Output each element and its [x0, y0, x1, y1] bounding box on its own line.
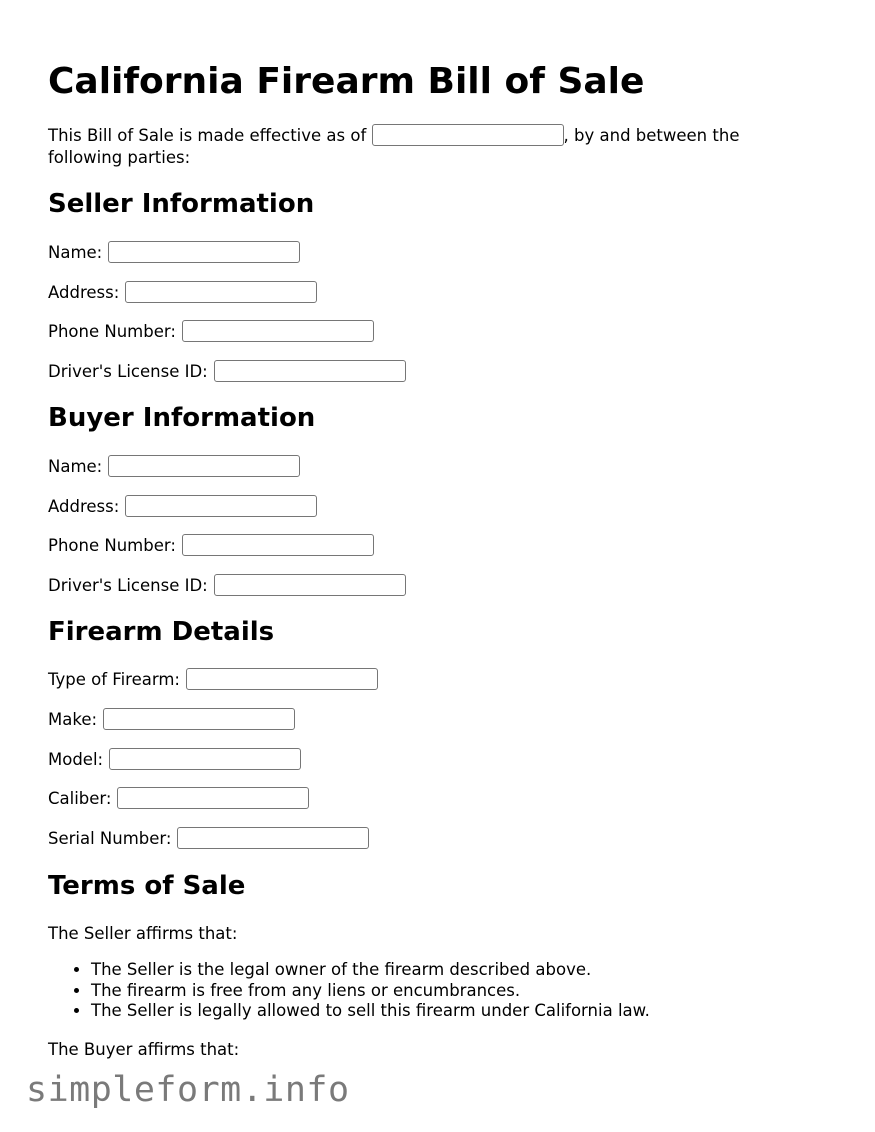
- buyer-name-field[interactable]: [108, 455, 300, 477]
- buyer-name-label: Name:: [48, 457, 103, 476]
- firearm-serial-label: Serial Number:: [48, 829, 172, 848]
- seller-phone-row: [48, 321, 374, 343]
- firearm-model-row: [48, 749, 301, 771]
- seller-address-label: Address:: [48, 283, 120, 302]
- firearm-type-field[interactable]: [186, 668, 378, 690]
- seller-license-label: Driver's License ID:: [48, 362, 208, 381]
- seller-name-row: [48, 242, 300, 264]
- seller-address-row: [48, 282, 317, 304]
- seller-section-heading: Seller Information: [48, 189, 315, 219]
- seller-affirms-text: The Seller affirms that:: [48, 924, 238, 943]
- list-item: • The firearm is free from any liens or encumbrances.: [91, 981, 650, 1002]
- firearm-make-row: [48, 709, 295, 731]
- seller-license-field[interactable]: [214, 360, 406, 382]
- firearm-model-label: Model:: [48, 750, 104, 769]
- buyer-license-row: [48, 575, 406, 597]
- intro-paragraph: [48, 125, 788, 169]
- seller-license-row: [48, 361, 406, 383]
- buyer-license-field[interactable]: [214, 574, 406, 596]
- buyer-phone-label: Phone Number:: [48, 536, 176, 555]
- intro-text-before: This Bill of Sale is made effective as of: [48, 126, 372, 145]
- terms-section-heading: Terms of Sale: [48, 871, 246, 901]
- list-item: • The Seller is legally allowed to sell this firearm under California law.: [91, 1001, 650, 1022]
- firearm-caliber-label: Caliber:: [48, 789, 112, 808]
- buyer-address-label: Address:: [48, 497, 120, 516]
- seller-affirmations-list: [48, 960, 650, 1022]
- firearm-caliber-row: [48, 788, 309, 810]
- firearm-model-field[interactable]: [109, 748, 301, 770]
- buyer-phone-field[interactable]: [182, 534, 374, 556]
- firearm-serial-field[interactable]: [177, 827, 369, 849]
- seller-phone-label: Phone Number:: [48, 322, 176, 341]
- firearm-make-field[interactable]: [103, 708, 295, 730]
- buyer-section-heading: Buyer Information: [48, 403, 316, 433]
- page-title: California Firearm Bill of Sale: [48, 61, 645, 102]
- seller-name-field[interactable]: [108, 241, 300, 263]
- buyer-phone-row: [48, 535, 374, 557]
- intro-text-after: , by and between the following parties:: [48, 126, 740, 167]
- firearm-make-label: Make:: [48, 710, 98, 729]
- firearm-section-heading: Firearm Details: [48, 617, 275, 647]
- watermark-text: simpleform.info: [26, 1070, 350, 1110]
- buyer-affirms-text: The Buyer affirms that:: [48, 1040, 240, 1059]
- seller-name-label: Name:: [48, 243, 103, 262]
- list-item: • The Seller is the legal owner of the firearm described above.: [91, 960, 650, 981]
- firearm-type-label: Type of Firearm:: [48, 670, 180, 689]
- buyer-name-row: [48, 456, 300, 478]
- buyer-address-field[interactable]: [125, 495, 317, 517]
- buyer-license-label: Driver's License ID:: [48, 576, 208, 595]
- buyer-address-row: [48, 496, 317, 518]
- seller-phone-field[interactable]: [182, 320, 374, 342]
- firearm-caliber-field[interactable]: [117, 787, 309, 809]
- seller-address-field[interactable]: [125, 281, 317, 303]
- firearm-serial-row: [48, 828, 369, 850]
- effective-date-field[interactable]: [372, 124, 564, 146]
- firearm-type-row: [48, 669, 378, 691]
